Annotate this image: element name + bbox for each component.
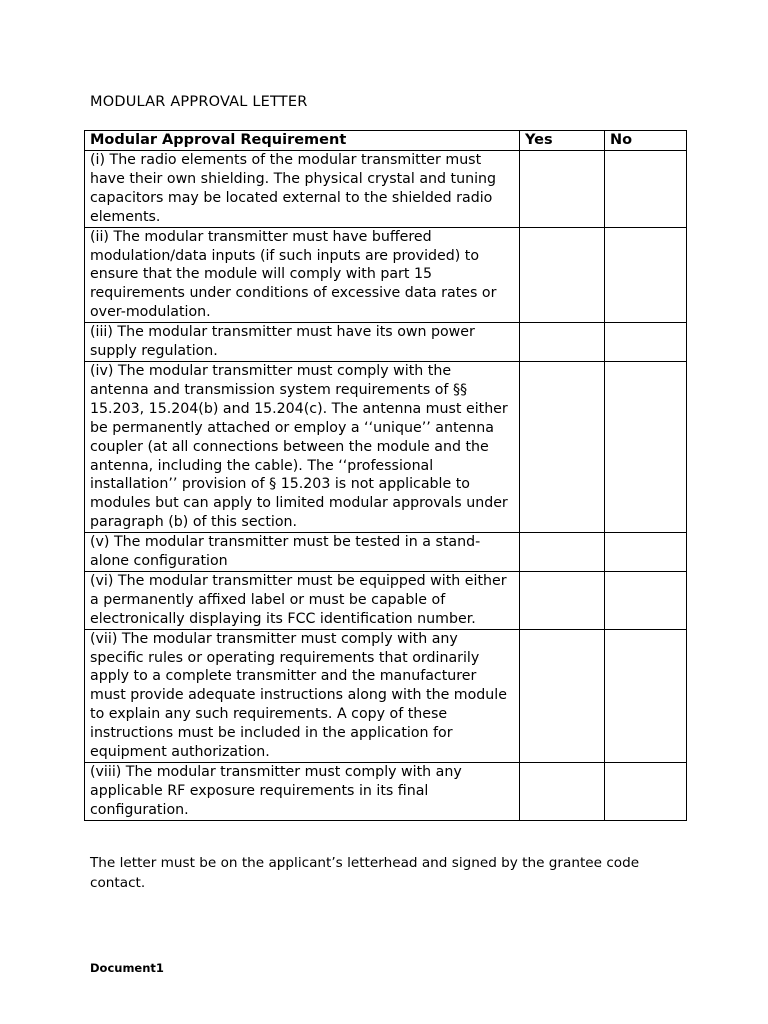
table-row [85,533,687,572]
no-cell[interactable] [605,323,687,362]
header-requirement: Modular Approval Requirement [85,131,520,151]
no-cell[interactable] [605,763,687,821]
header-yes: Yes [520,131,605,151]
yes-cell[interactable] [520,227,605,323]
table-row [85,151,687,228]
yes-cell[interactable] [520,571,605,629]
requirements-table [84,130,687,821]
requirement-cell: (v) The modular transmitter must be tested in a stand-alone configuration [85,533,520,572]
header-no: No [605,131,687,151]
page-title: MODULAR APPROVAL LETTER [90,94,308,110]
no-cell[interactable] [605,629,687,762]
table-header-row [85,131,687,151]
document-name: Document1 [90,961,164,975]
yes-cell[interactable] [520,629,605,762]
table-row [85,227,687,323]
no-cell[interactable] [605,227,687,323]
requirement-cell: (iii) The modular transmitter must have its own power supply regulation. [85,323,520,362]
yes-cell[interactable] [520,361,605,532]
no-cell[interactable] [605,361,687,532]
requirement-cell: (vii) The modular transmitter must comply with any specific rules or operating requirements that ordinarily apply to a complete transmitter and the manufacturer must provide adequate instructions along with the module to explain any such requirements. A copy of these instructions must be included in the application for equipment authorization. [85,629,520,762]
yes-cell[interactable] [520,533,605,572]
table-row [85,629,687,762]
yes-cell[interactable] [520,323,605,362]
table-row [85,361,687,532]
requirement-cell: (iv) The modular transmitter must comply with the antenna and transmission system requirements of §§ 15.203, 15.204(b) and 15.204(c). The antenna must either be permanently attached or employ a ‘‘unique’’ antenna coupler (at all connections between the module and the antenna, including the cable). The ‘‘professional installation’’ provision of § 15.203 is not applicable to modules but can apply to limited modular approvals under paragraph (b) of this section. [85,361,520,532]
no-cell[interactable] [605,533,687,572]
yes-cell[interactable] [520,763,605,821]
requirement-cell: (vi) The modular transmitter must be equipped with either a permanently affixed label or must be capable of electronically displaying its FCC identification number. [85,571,520,629]
requirement-cell: (ii) The modular transmitter must have buffered modulation/data inputs (if such inputs are provided) to ensure that the module will comply with part 15 requirements under conditions of excessive data rates or over-modulation. [85,227,520,323]
yes-cell[interactable] [520,151,605,228]
requirement-cell: (i) The radio elements of the modular transmitter must have their own shielding. The physical crystal and tuning capacitors may be located external to the shielded radio elements. [85,151,520,228]
no-cell[interactable] [605,571,687,629]
requirement-cell: (viii) The modular transmitter must comply with any applicable RF exposure requirements in its final configuration. [85,763,520,821]
no-cell[interactable] [605,151,687,228]
table-row [85,763,687,821]
footnote: The letter must be on the applicant’s letterhead and signed by the grantee code contact. [90,855,640,891]
table-row [85,571,687,629]
table-row [85,323,687,362]
